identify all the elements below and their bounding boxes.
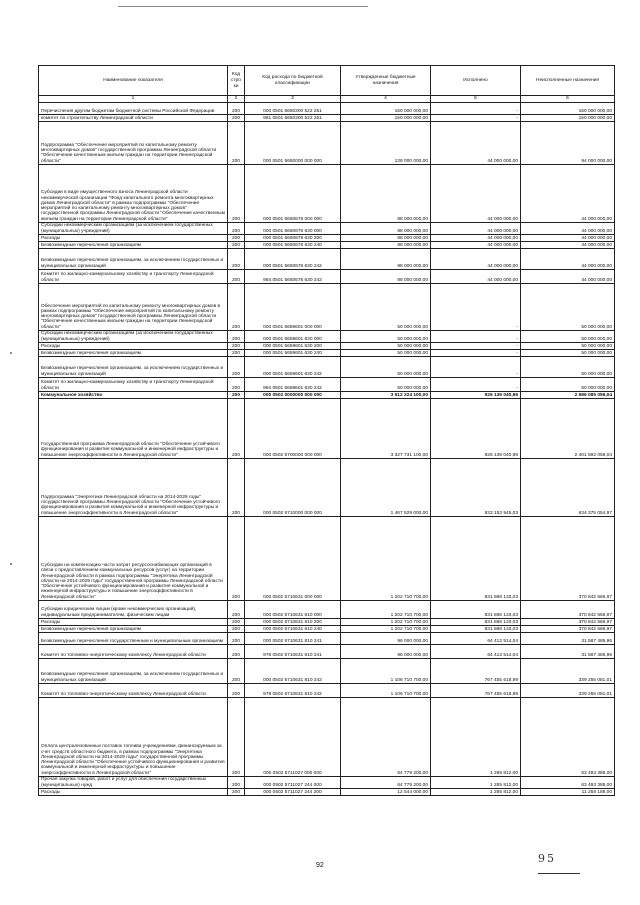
row-classification: 000 0501 5659601 630 000 (245, 331, 341, 343)
row-approved: 88 000 000,00 (341, 242, 431, 249)
row-classification: 000 0501 5650676 630 242 (245, 249, 341, 270)
row-approved: 50 000 000,00 (341, 350, 431, 357)
row-remaining: 44 000 000,00 (521, 270, 615, 284)
row-remaining: 50 000 000,00 (521, 343, 615, 350)
row-name: Комитет по топливно-энергетическому комплексу Ленинградской области (39, 645, 228, 659)
row-remaining: 2 401 592 059,04 (521, 399, 615, 459)
row-approved: 96 000 000,00 (341, 633, 431, 645)
row-name: Безвозмездные перечисления организациям, за исключением государственных и муниципальных организаций (39, 249, 228, 270)
row-executed: 926 139 040,96 (431, 399, 521, 459)
row-classification: 000 0502 5700000 000 000 (245, 399, 341, 459)
row-classification: 000 0501 5659601 630 242 (245, 357, 341, 378)
row-name: Безвозмездные перечисления организациям (39, 350, 228, 357)
table-body (39, 103, 615, 796)
row-approved: 3 327 731 100,00 (341, 399, 431, 459)
table-row (39, 165, 615, 223)
row-code: 200 (228, 633, 245, 645)
margin-mark-1 (10, 352, 12, 354)
row-classification: 000 0502 5710631 810 200 (245, 619, 341, 626)
row-code: 200 (228, 343, 245, 350)
row-remaining: 50 000 000,00 (521, 378, 615, 392)
row-classification: 000 0502 5711027 000 000 (245, 698, 341, 777)
col-header-class: Код расхода по бюджетной классификации (245, 66, 341, 96)
row-executed: - (431, 378, 521, 392)
row-code: 200 (228, 789, 245, 796)
row-code: 200 (228, 517, 245, 601)
col-index: 1 (39, 96, 228, 103)
row-approved: 3 612 224 100,00 (341, 392, 431, 399)
row-classification: 000 0502 5710631 000 000 (245, 517, 341, 601)
row-code: 200 (228, 331, 245, 343)
table-row (39, 103, 615, 115)
table-row (39, 235, 615, 242)
row-name: Расходы (39, 789, 228, 796)
row-approved: 88 000 000,00 (341, 249, 431, 270)
row-approved: 88 000 000,00 (341, 223, 431, 235)
table-row (39, 392, 615, 399)
table-row (39, 284, 615, 331)
row-classification: 000 0501 5650676 630 000 (245, 223, 341, 235)
row-name: Комитет по топливно-энергетическому комплексу Ленинградской области (39, 684, 228, 698)
row-name: Субсидии некоммерческим организациям (за исключением государственных (муниципальных) учреждений) (39, 223, 228, 235)
margin-mark-2 (10, 563, 12, 565)
row-classification: 000 0501 5650676 630 200 (245, 235, 341, 242)
row-remaining: 94 000 000,00 (521, 122, 615, 165)
row-remaining: 63 493 388,00 (521, 777, 615, 789)
row-approved: 1 202 710 700,00 (341, 517, 431, 601)
row-remaining: 44 000 000,00 (521, 242, 615, 249)
row-name: Безвозмездные перечисления организациям (39, 242, 228, 249)
row-name: Перечисления другим бюджетам бюджетной системы Российской Федерации (39, 103, 228, 115)
row-name: Расходы (39, 235, 228, 242)
row-code: 200 (228, 284, 245, 331)
archive-stamp: 95 (538, 852, 556, 865)
row-approved: 96 000 000,00 (341, 645, 431, 659)
row-executed: 831 868 133,03 (431, 619, 521, 626)
row-classification: 978 0502 5710631 810 241 (245, 645, 341, 659)
row-name: Безвозмездные перечисления организациям (39, 626, 228, 633)
row-remaining: 63 493 388,00 (521, 698, 615, 777)
table-row (39, 242, 615, 249)
row-remaining: 370 842 566,97 (521, 626, 615, 633)
row-executed: 64 412 514,04 (431, 633, 521, 645)
row-approved: 1 106 710 700,00 (341, 659, 431, 684)
row-name: Безвозмездные перечисления организациям, за исключением государственных и муниципальных организаций (39, 357, 228, 378)
row-name: Комитет по жилищно-коммунальному хозяйству и транспорту Ленинградской области (39, 270, 228, 284)
row-code: 200 (228, 777, 245, 789)
row-approved: 1 467 529 000,00 (341, 459, 431, 517)
col-index: 3 (245, 96, 341, 103)
row-executed: 44 000 000,00 (431, 249, 521, 270)
row-remaining: 339 255 081,01 (521, 684, 615, 698)
row-approved: 88 000 000,00 (341, 235, 431, 242)
row-code: 200 (228, 601, 245, 619)
row-classification: 981 0501 5650300 522 251 (245, 115, 341, 122)
row-code: 200 (228, 122, 245, 165)
col-index: 4 (341, 96, 431, 103)
row-executed: - (431, 115, 521, 122)
row-name: Оплата централизованных поставок топлива учреждениями, финансируемым за счет средств областного бюджета, в рамках подпрограммы "Энергетика Ленинградской области на 2014-2029 годы" государственной программы Ленинградской области "Обеспечение устойчивого функционирования и развития коммунальной и инженерной инфраструктуры и повышение энергоэффективности в Ленинградской области" (39, 698, 228, 777)
table-row (39, 249, 615, 270)
row-name: Подпрограмма "Энергетика Ленинградской области на 2014-2029 годы" государственной программы Ленинградской области "Обеспечение устойчивого функционирования и развития коммунальной и инженерной инфраструктуры и повышение энергоэффективности в Ленинградской области" (39, 459, 228, 517)
row-classification: 000 0502 5710000 000 000 (245, 459, 341, 517)
row-executed: 44 000 000,00 (431, 270, 521, 284)
row-classification: 000 0501 5659601 630 240 (245, 350, 341, 357)
row-approved: 64 779 200,00 (341, 777, 431, 789)
row-executed: 44 000 000,00 (431, 165, 521, 223)
table-row (39, 789, 615, 796)
row-executed: - (431, 284, 521, 331)
row-code: 200 (228, 698, 245, 777)
row-code: 200 (228, 115, 245, 122)
row-approved: 64 779 200,00 (341, 698, 431, 777)
col-header-executed: Исполнено (431, 66, 521, 96)
row-approved: 1 106 710 700,00 (341, 684, 431, 698)
row-executed: - (431, 331, 521, 343)
row-executed: 831 868 133,03 (431, 626, 521, 633)
row-name: Коммунальное хозяйство (39, 392, 228, 399)
budget-execution-table (38, 65, 615, 796)
row-classification: 000 0502 5711027 244 000 (245, 777, 341, 789)
row-code: 200 (228, 103, 245, 115)
table-row (39, 357, 615, 378)
row-executed: 44 000 000,00 (431, 122, 521, 165)
col-header-remaining: Неисполненные назначения (521, 66, 615, 96)
row-classification: 984 0501 5659601 630 242 (245, 378, 341, 392)
top-rule (118, 6, 368, 7)
row-remaining: 11 258 188,00 (521, 789, 615, 796)
row-remaining: 339 255 081,01 (521, 659, 615, 684)
row-executed: - (431, 350, 521, 357)
col-header-code: Код стро ки (228, 66, 245, 96)
row-name: Безвозмездные перечисления государственным и муниципальным организациям (39, 633, 228, 645)
row-approved: 50 000 000,00 (341, 284, 431, 331)
row-approved: 1 202 710 700,00 (341, 626, 431, 633)
row-classification: 000 0502 5710631 810 000 (245, 601, 341, 619)
row-code: 200 (228, 235, 245, 242)
row-name: Субсидии юридическим лицам (кроме некоммерческих организаций), индивидуальным предпринимателям, физическим лицам (39, 601, 228, 619)
row-remaining: 634 375 054,97 (521, 459, 615, 517)
table-row (39, 619, 615, 626)
row-executed: 1 285 812,00 (431, 789, 521, 796)
row-approved: 1 202 710 700,00 (341, 619, 431, 626)
row-code: 200 (228, 242, 245, 249)
table-row (39, 399, 615, 459)
row-remaining: 370 842 566,97 (521, 601, 615, 619)
row-approved: 150 000 000,00 (341, 115, 431, 122)
row-code: 200 (228, 249, 245, 270)
row-classification: 000 0502 0000000 000 000 (245, 392, 341, 399)
row-name: Субсидии некоммерческим организациям (за исключением государственных (муниципальных) учреждений) (39, 331, 228, 343)
row-approved: 150 000 000,00 (341, 103, 431, 115)
row-executed: 64 412 514,04 (431, 645, 521, 659)
row-approved: 88 000 000,00 (341, 270, 431, 284)
row-remaining: 44 000 000,00 (521, 165, 615, 223)
table-row (39, 459, 615, 517)
column-index-row (39, 96, 615, 103)
row-executed: 1 285 812,00 (431, 698, 521, 777)
row-remaining: 50 000 000,00 (521, 350, 615, 357)
row-approved: 50 000 000,00 (341, 357, 431, 378)
table-row (39, 122, 615, 165)
row-code: 200 (228, 459, 245, 517)
row-executed: 767 455 618,99 (431, 684, 521, 698)
row-name: Государственная программа Ленинградской области "Обеспечение устойчивого функционирования и развития коммунальной и инженерной инфраструктуры и повышение энергоэффективности в Ленинградской области" (39, 399, 228, 459)
row-approved: 1 202 710 700,00 (341, 601, 431, 619)
table-row (39, 270, 615, 284)
row-classification: 000 0501 5659601 000 000 (245, 284, 341, 331)
table-row (39, 378, 615, 392)
row-classification: 000 0501 5650676 000 000 (245, 165, 341, 223)
row-executed: - (431, 343, 521, 350)
row-remaining: 50 000 000,00 (521, 357, 615, 378)
row-classification: 000 0502 5710631 810 241 (245, 633, 341, 645)
col-index: 2 (228, 96, 245, 103)
row-remaining: 44 000 000,00 (521, 235, 615, 242)
table-row (39, 633, 615, 645)
row-name: Подпрограмма "Обеспечение мероприятий по капитальному ремонту многоквартирных домов" государственной программы Ленинградской области "Обеспечение качественным жильем граждан на территории Ленинградской области" (39, 122, 228, 165)
table-row (39, 223, 615, 235)
table-row (39, 626, 615, 633)
row-classification: 984 0501 5650676 630 242 (245, 270, 341, 284)
row-name: комитет по строительству Ленинградской области (39, 115, 228, 122)
page-number: 92 (316, 862, 324, 869)
row-code: 200 (228, 684, 245, 698)
table-header-row (39, 66, 615, 96)
row-name: Расходы (39, 619, 228, 626)
col-index: 5 (431, 96, 521, 103)
row-executed: 833 153 945,03 (431, 459, 521, 517)
row-classification: 000 0501 5659601 630 200 (245, 343, 341, 350)
row-approved: 138 000 000,00 (341, 122, 431, 165)
row-remaining: 370 842 566,97 (521, 619, 615, 626)
row-remaining: 150 000 000,00 (521, 103, 615, 115)
row-name: Субсидии в виде имущественного взноса Ленинградской области некоммерческой организации "Фонд капитального ремонта многоквартирных домов Ленинградской области" в рамках подпрограммы "Обеспечение мероприятий по капитальному ремонту многоквартирных домов" государственной программы Ленинградской области "Обеспечение качественным жильем граждан на территории Ленинградской области" (39, 165, 228, 223)
row-approved: 50 000 000,00 (341, 331, 431, 343)
row-remaining: 370 842 566,97 (521, 517, 615, 601)
table-row (39, 698, 615, 777)
row-classification: 000 0501 5650000 000 000 (245, 122, 341, 165)
table-row (39, 601, 615, 619)
row-executed: - (431, 357, 521, 378)
table-row (39, 331, 615, 343)
row-code: 200 (228, 165, 245, 223)
row-name: Субсидии на компенсацию части затрат ресурсоснабжающих организаций в связи с предоставлением коммунальных ресурсов (услуг) на территории Ленинградской области в рамках подпрограммы "Энергетика Ленинградской области на 2014-2029 годы" государственной программы Ленинградской области "Обеспечение устойчивого функционирования и развития коммунальной и инженерной инфраструктуры и повышение энергоэффективности в Ленинградской области" (39, 517, 228, 601)
row-remaining: 50 000 000,00 (521, 331, 615, 343)
row-approved: 50 000 000,00 (341, 378, 431, 392)
row-classification: 000 0502 5710631 810 240 (245, 626, 341, 633)
row-code: 200 (228, 378, 245, 392)
row-executed: 1 285 812,00 (431, 777, 521, 789)
row-remaining: 50 000 000,00 (521, 284, 615, 331)
row-remaining: 31 587 485,96 (521, 645, 615, 659)
row-code: 200 (228, 270, 245, 284)
row-remaining: 150 000 000,00 (521, 115, 615, 122)
row-executed: 926 139 040,96 (431, 392, 521, 399)
row-classification: 000 0502 5710631 810 242 (245, 659, 341, 684)
row-code: 200 (228, 350, 245, 357)
row-code: 200 (228, 645, 245, 659)
row-name: Обеспечение мероприятий по капитальному ремонту многоквартирных домов в рамках подпрограммы "Обеспечение мероприятий по капитальному ремонту многоквартирных домов" государственной программы Ленинградской области "Обеспечение качественным жильем граждан на территории Ленинградской области" (39, 284, 228, 331)
row-remaining: 2 686 085 059,04 (521, 392, 615, 399)
col-header-name: Наименование показателя (39, 66, 228, 96)
row-name: Прочая закупка товаров, работ и услуг для обеспечения государственных (муниципальных) нужд (39, 777, 228, 789)
row-executed: 831 868 133,03 (431, 601, 521, 619)
row-executed: 44 000 000,00 (431, 223, 521, 235)
table-row (39, 517, 615, 601)
row-code: 200 (228, 626, 245, 633)
stamp-underline (538, 873, 580, 874)
row-classification: 000 0502 5711027 244 200 (245, 789, 341, 796)
col-index: 6 (521, 96, 615, 103)
row-executed: - (431, 103, 521, 115)
row-name: Расходы (39, 343, 228, 350)
row-classification: 978 0502 5710631 810 242 (245, 684, 341, 698)
row-classification: 000 0501 5650300 522 251 (245, 103, 341, 115)
row-code: 200 (228, 223, 245, 235)
table-row (39, 350, 615, 357)
row-classification: 000 0501 5650676 630 240 (245, 242, 341, 249)
table-row (39, 645, 615, 659)
row-remaining: 44 000 000,00 (521, 249, 615, 270)
row-approved: 50 000 000,00 (341, 343, 431, 350)
row-name: Безвозмездные перечисления организациям, за исключением государственных и муниципальных организаций (39, 659, 228, 684)
row-executed: 767 455 618,99 (431, 659, 521, 684)
row-code: 200 (228, 659, 245, 684)
row-approved: 88 000 000,00 (341, 165, 431, 223)
row-approved: 12 544 000,00 (341, 789, 431, 796)
table-row (39, 659, 615, 684)
col-header-approved: Утвержденные бюджетные назначения (341, 66, 431, 96)
table-row (39, 115, 615, 122)
row-executed: 44 000 000,00 (431, 242, 521, 249)
table-row (39, 684, 615, 698)
row-remaining: 31 587 485,96 (521, 633, 615, 645)
row-executed: 44 000 000,00 (431, 235, 521, 242)
row-code: 200 (228, 392, 245, 399)
row-code: 200 (228, 619, 245, 626)
row-name: Комитет по жилищно-коммунальному хозяйству и транспорту Ленинградской области (39, 378, 228, 392)
row-code: 200 (228, 357, 245, 378)
row-code: 200 (228, 399, 245, 459)
table-row (39, 343, 615, 350)
table-row (39, 777, 615, 789)
row-remaining: 44 000 000,00 (521, 223, 615, 235)
row-executed: 831 868 133,03 (431, 517, 521, 601)
